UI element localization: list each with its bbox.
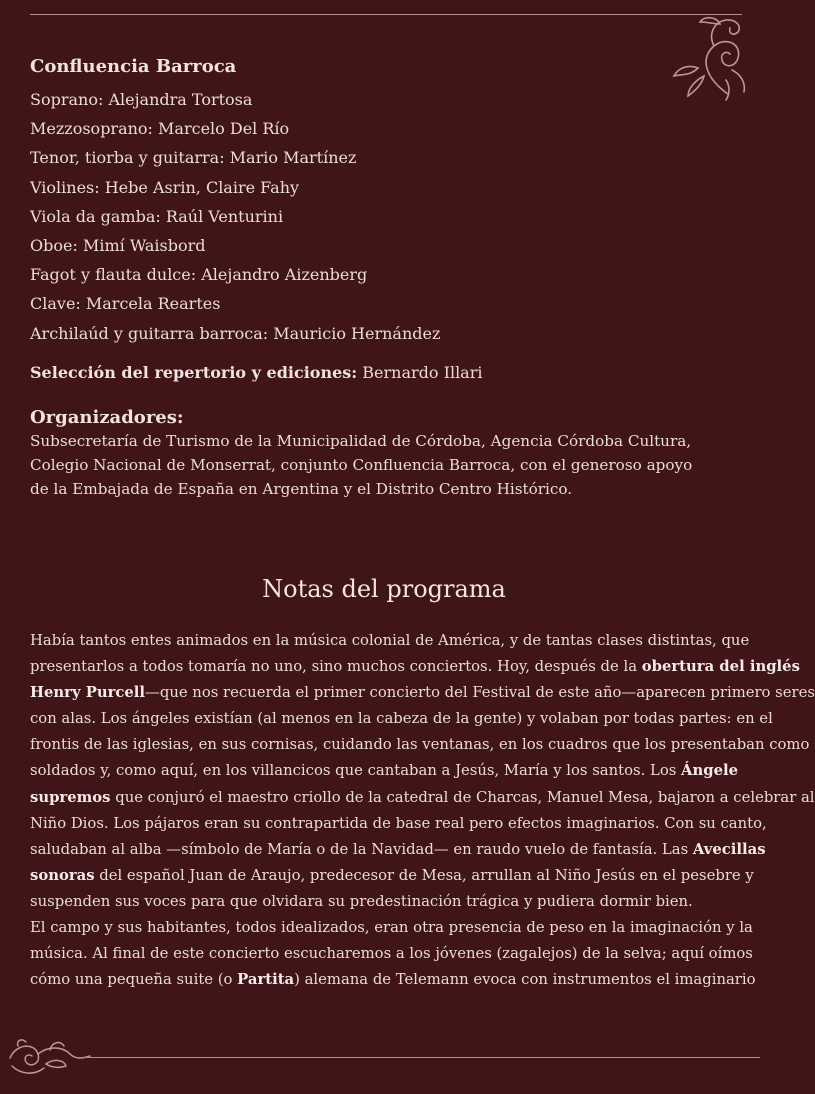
notes-emphasis: Partita [237,971,295,989]
notes-line [30,628,752,654]
notes-emphasis: supremos [30,788,111,806]
notes-title: Notas del programa [262,575,506,603]
roster-line: Mezzosoprano: Marcelo Del Río [30,119,290,139]
organizers-line: Colegio Nacional de Monserrat, conjunto Confluencia Barroca, con el generoso apoyo [30,456,693,475]
roster-line: Fagot y flauta dulce: Alejandro Aizenberg [30,265,368,285]
notes-line [30,811,767,837]
organizers-text [30,429,745,502]
notes-line [30,785,815,811]
notes-line [30,758,752,784]
notes-text: con alas. Los ángeles existían (al menos en la cabeza de la gente) y volaban por todas partes: en el [30,710,773,728]
roster-list [30,85,745,348]
roster-line: Clave: Marcela Reartes [30,294,221,314]
notes-body [30,628,815,993]
notes-text: Había tantos entes animados en la música colonial de América, y de tantas clases distintas, que [30,632,750,649]
notes-line [30,967,756,993]
organizers-line: Subsecretaría de Turismo de la Municipalidad de Córdoba, Agencia Córdoba Cultura, [30,431,692,450]
notes-text: ) alemana de Telemann evoca con instrumentos el imaginario [294,971,756,989]
ensemble-title: Confluencia Barroca [30,56,237,77]
notes-text: frontis de las iglesias, en sus cornisas, cuidando las ventanas, en los cuadros que los presentaban como [30,736,810,754]
notes-line [30,837,766,863]
notes-line [30,680,815,706]
notes-emphasis: Avecillas [692,840,766,858]
top-divider [30,14,742,15]
notes-text: soldados y, como aquí, en los villancicos que cantaban a Jesús, María y los santos. Los [30,762,682,780]
organizers-title: Organizadores: [30,406,184,428]
notes-line [30,941,752,967]
notes-line [30,654,800,680]
roster-line: Viola da gamba: Raúl Venturini [30,206,284,226]
roster-line: Soprano: Alejandra Tortosa [30,90,253,109]
credits-section [30,56,745,502]
notes-line [30,889,752,915]
notes-text: suspenden sus voces para que olvidara su predestinación trágica y pudiera dormir bien. [30,892,693,910]
notes-line [30,915,752,941]
repertoire-credit [30,362,745,384]
notes-line [30,863,752,889]
notes-line [30,732,810,758]
roster-line: Violines: Hebe Asrin, Claire Fahy [30,177,300,197]
notes-text: Niño Dios. Los pájaros eran su contrapartida de base real pero efectos imaginarios. Con su canto, [30,814,767,832]
organizers-line: de la Embajada de España en Argentina y el Distrito Centro Histórico. [30,480,573,499]
notes-emphasis: Ángele [681,762,739,780]
notes-text: El campo y sus habitantes, todos idealizados, eran otra presencia de peso en la imaginación y la [30,919,753,937]
notes-text: música. Al final de este concierto escucharemos a los jóvenes (zagalejos) de la selva; aquí oímos [30,945,753,963]
notes-emphasis: obertura del inglés [641,658,800,676]
bottom-divider [84,1057,760,1058]
repertoire-value: Bernardo Illari [362,362,483,382]
roster-line: Archilaúd y guitarra barroca: Mauricio Hernández [30,323,441,343]
notes-emphasis: sonoras [30,866,95,884]
roster-line: Tenor, tiorba y guitarra: Mario Martínez [30,148,357,168]
notes-line [30,706,773,732]
notes-text: que conjuró el maestro criollo de la catedral de Charcas, Manuel Mesa, bajaron a celebrar al [110,788,815,806]
notes-emphasis: Henry Purcell [30,684,146,702]
notes-text: presentarlos a todos tomaría no uno, sino muchos conciertos. Hoy, después de la [30,658,642,676]
repertoire-label: Selección del repertorio y ediciones: [30,362,358,382]
notes-text: cómo una pequeña suite (o [30,971,238,989]
notes-text: saludaban al alba —símbolo de María o de la Navidad— en raudo vuelo de fantasía. Las [30,840,693,858]
notes-text: —que nos recuerda el primer concierto del Festival de este año—aparecen primero seres [145,684,815,702]
corner-flourish-icon [6,1036,92,1078]
notes-text: del español Juan de Araujo, predecesor de Mesa, arrullan al Niño Jesús en el pesebre y [94,866,754,884]
roster-line: Oboe: Mimí Waisbord [30,236,206,256]
